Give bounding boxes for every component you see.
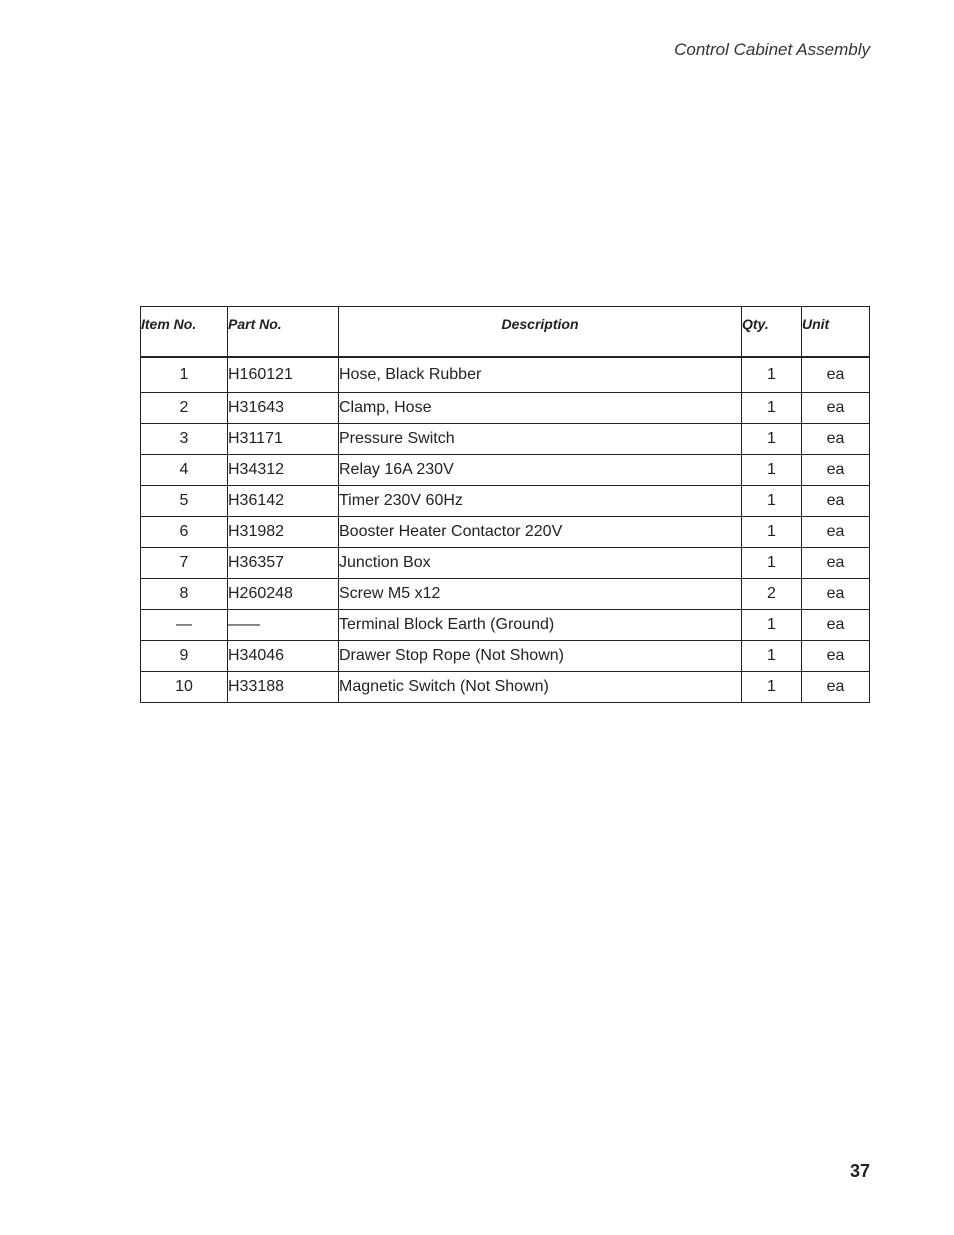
part-no-cell: —— bbox=[228, 610, 339, 641]
page-header-title: Control Cabinet Assembly bbox=[674, 40, 870, 59]
qty-cell: 1 bbox=[742, 486, 802, 517]
description-cell: Screw M5 x12 bbox=[339, 579, 742, 610]
description-cell: Timer 230V 60Hz bbox=[339, 486, 742, 517]
qty-cell: 1 bbox=[742, 393, 802, 424]
qty-cell: 1 bbox=[742, 424, 802, 455]
qty-cell: 2 bbox=[742, 579, 802, 610]
description-cell: Clamp, Hose bbox=[339, 393, 742, 424]
column-header-unit: Unit bbox=[802, 307, 870, 357]
unit-cell: ea bbox=[802, 672, 870, 703]
unit-cell: ea bbox=[802, 641, 870, 672]
qty-cell: 1 bbox=[742, 641, 802, 672]
qty-cell: 1 bbox=[742, 672, 802, 703]
part-no-cell: H31982 bbox=[228, 517, 339, 548]
table-row bbox=[141, 357, 870, 393]
qty-cell: 1 bbox=[742, 517, 802, 548]
parts-table-body bbox=[141, 357, 870, 703]
column-header-item-no: Item No. bbox=[141, 307, 228, 357]
description-cell: Hose, Black Rubber bbox=[339, 357, 742, 393]
unit-cell: ea bbox=[802, 548, 870, 579]
description-cell: Magnetic Switch (Not Shown) bbox=[339, 672, 742, 703]
qty-cell: 1 bbox=[742, 455, 802, 486]
part-no-cell: H36357 bbox=[228, 548, 339, 579]
qty-cell: 1 bbox=[742, 610, 802, 641]
page-number: 37 bbox=[849, 1161, 870, 1181]
column-header-qty: Qty. bbox=[742, 307, 802, 357]
item-no-cell: 9 bbox=[141, 641, 228, 672]
parts-table-header bbox=[141, 307, 870, 357]
item-no-cell: — bbox=[141, 610, 228, 641]
unit-cell: ea bbox=[802, 517, 870, 548]
item-no-cell: 4 bbox=[141, 455, 228, 486]
table-row bbox=[141, 517, 870, 548]
part-no-cell: H34312 bbox=[228, 455, 339, 486]
part-no-cell: H260248 bbox=[228, 579, 339, 610]
part-no-cell: H36142 bbox=[228, 486, 339, 517]
description-cell: Terminal Block Earth (Ground) bbox=[339, 610, 742, 641]
table-row bbox=[141, 548, 870, 579]
table-row bbox=[141, 455, 870, 486]
description-cell: Pressure Switch bbox=[339, 424, 742, 455]
description-cell: Drawer Stop Rope (Not Shown) bbox=[339, 641, 742, 672]
table-row bbox=[141, 579, 870, 610]
part-no-cell: H33188 bbox=[228, 672, 339, 703]
part-no-cell: H31643 bbox=[228, 393, 339, 424]
unit-cell: ea bbox=[802, 357, 870, 393]
part-no-cell: H31171 bbox=[228, 424, 339, 455]
table-row bbox=[141, 424, 870, 455]
item-no-cell: 10 bbox=[141, 672, 228, 703]
item-no-cell: 3 bbox=[141, 424, 228, 455]
header-row bbox=[141, 307, 870, 357]
unit-cell: ea bbox=[802, 610, 870, 641]
description-cell: Junction Box bbox=[339, 548, 742, 579]
item-no-cell: 1 bbox=[141, 357, 228, 393]
table-row bbox=[141, 641, 870, 672]
table-row bbox=[141, 486, 870, 517]
unit-cell: ea bbox=[802, 486, 870, 517]
column-header-description: Description bbox=[339, 307, 742, 357]
qty-cell: 1 bbox=[742, 548, 802, 579]
item-no-cell: 8 bbox=[141, 579, 228, 610]
unit-cell: ea bbox=[802, 455, 870, 486]
unit-cell: ea bbox=[802, 424, 870, 455]
column-header-part-no: Part No. bbox=[228, 307, 339, 357]
part-no-cell: H160121 bbox=[228, 357, 339, 393]
unit-cell: ea bbox=[802, 579, 870, 610]
part-no-cell: H34046 bbox=[228, 641, 339, 672]
parts-table bbox=[140, 306, 870, 703]
description-cell: Relay 16A 230V bbox=[339, 455, 742, 486]
item-no-cell: 6 bbox=[141, 517, 228, 548]
table-row bbox=[141, 393, 870, 424]
table-row bbox=[141, 672, 870, 703]
item-no-cell: 5 bbox=[141, 486, 228, 517]
qty-cell: 1 bbox=[742, 357, 802, 393]
item-no-cell: 2 bbox=[141, 393, 228, 424]
item-no-cell: 7 bbox=[141, 548, 228, 579]
unit-cell: ea bbox=[802, 393, 870, 424]
description-cell: Booster Heater Contactor 220V bbox=[339, 517, 742, 548]
table-row bbox=[141, 610, 870, 641]
